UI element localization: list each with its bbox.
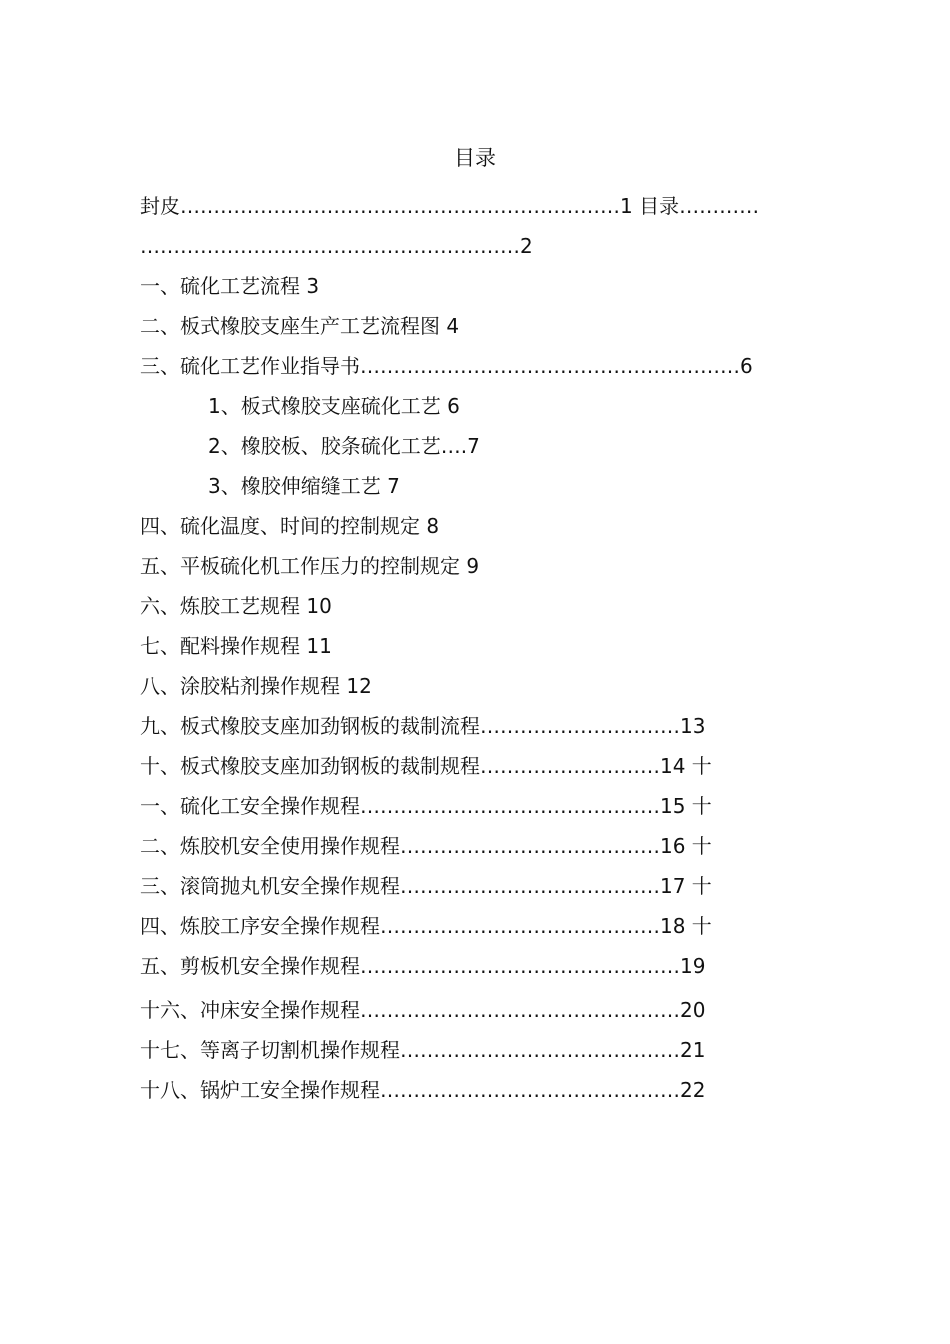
toc-entry-9: 九、板式橡胶支座加劲钢板的裁制流程…………………………13 <box>140 714 706 738</box>
toc-entry-12: 二、炼胶机安全使用操作规程…………………………………16 十 <box>140 834 712 858</box>
toc-entry-11: 一、硫化工安全操作规程………………………………………15 十 <box>140 794 712 818</box>
toc-subentry-3-2: 2、橡胶板、胶条硫化工艺….7 <box>208 434 480 458</box>
toc-entry-14: 四、炼胶工序安全操作规程……………………………………18 十 <box>140 914 712 938</box>
toc-entry-cover: 封皮…………………………………………………………1 目录………… <box>140 194 760 218</box>
toc-entry-3: 三、硫化工艺作业指导书…………………………………………………6 <box>140 354 753 378</box>
toc-subentry-3-3: 3、橡胶伸缩缝工艺 7 <box>208 474 400 498</box>
toc-entry-8: 八、涂胶粘剂操作规程 12 <box>140 674 372 698</box>
toc-entry-5: 五、平板硫化机工作压力的控制规定 9 <box>140 554 480 578</box>
toc-entry-16: 十六、冲床安全操作规程…………………………………………20 <box>140 998 706 1022</box>
toc-entry-4: 四、硫化温度、时间的控制规定 8 <box>140 514 440 538</box>
toc-entry-6: 六、炼胶工艺规程 10 <box>140 594 332 618</box>
toc-entry-10: 十、板式橡胶支座加劲钢板的裁制规程………………………14 十 <box>140 754 712 778</box>
toc-entry-15: 五、剪板机安全操作规程…………………………………………19 <box>140 954 706 978</box>
toc-entry-contents-cont: …………………………………………………2 <box>140 234 533 258</box>
page-title: 目录 <box>454 146 496 170</box>
toc-entry-13: 三、滚筒抛丸机安全操作规程…………………………………17 十 <box>140 874 712 898</box>
toc-entry-18: 十八、锅炉工安全操作规程………………………………………22 <box>140 1078 706 1102</box>
toc-entry-17: 十七、等离子切割机操作规程……………………………………21 <box>140 1038 706 1062</box>
toc-entry-1: 一、硫化工艺流程 3 <box>140 274 320 298</box>
toc-subentry-3-1: 1、板式橡胶支座硫化工艺 6 <box>208 394 460 418</box>
toc-entry-2: 二、板式橡胶支座生产工艺流程图 4 <box>140 314 460 338</box>
toc-entry-7: 七、配料操作规程 11 <box>140 634 332 658</box>
